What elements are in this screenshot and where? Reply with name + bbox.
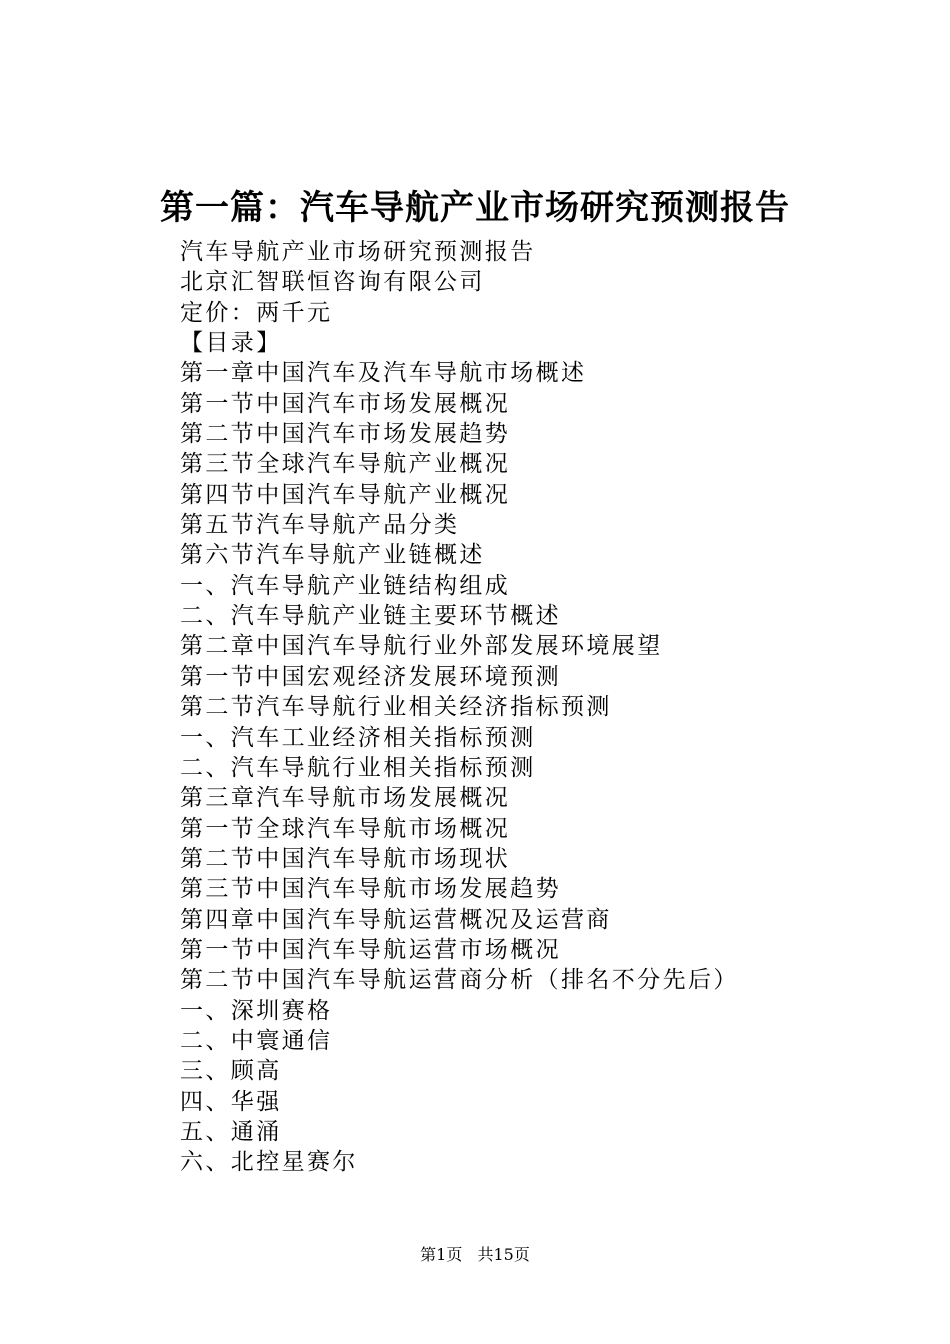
- page-footer: [0, 1243, 950, 1267]
- document-line: 第三节全球汽车导航产业概况: [180, 451, 511, 478]
- document-line: 第一节中国汽车市场发展概况: [180, 390, 511, 417]
- document-line: 第六节汽车导航产业链概述: [180, 542, 485, 569]
- document-line: 第一节中国汽车导航运营市场概况: [180, 936, 561, 963]
- document-line: 第一章中国汽车及汽车导航市场概述: [180, 360, 587, 387]
- document-line: 定价：两千元: [180, 299, 333, 326]
- document-line: 【目录】: [180, 330, 282, 357]
- document-line: 第四章中国汽车导航运营概况及运营商: [180, 906, 612, 933]
- document-line: 汽车导航产业市场研究预测报告: [180, 239, 536, 265]
- document-line: 第三节中国汽车导航市场发展趋势: [180, 876, 561, 903]
- document-line: 第二节中国汽车导航市场现状: [180, 845, 511, 872]
- document-line: 北京汇智联恒咨询有限公司: [180, 269, 485, 296]
- document-line: 二、中寰通信: [180, 1027, 333, 1054]
- document-line: 一、汽车工业经济相关指标预测: [180, 724, 536, 751]
- document-line: 第二节中国汽车市场发展趋势: [180, 421, 511, 448]
- page-number: 第1页: [420, 1245, 463, 1264]
- page-total: 共15页: [477, 1245, 530, 1264]
- document-line: 第五节汽车导航产品分类: [180, 512, 460, 539]
- document-line: 第三章汽车导航市场发展概况: [180, 785, 511, 812]
- document-line: 第一节中国宏观经济发展环境预测: [180, 663, 561, 690]
- document-line: 二、汽车导航行业相关指标预测: [180, 754, 536, 781]
- document-title: 第一篇：汽车导航产业市场研究预测报告: [160, 188, 790, 228]
- document-body: [180, 237, 920, 1178]
- document-line: 第二节汽车导航行业相关经济指标预测: [180, 694, 612, 721]
- document-line: 二、汽车导航产业链主要环节概述: [180, 603, 561, 630]
- document-line: 第二章中国汽车导航行业外部发展环境展望: [180, 633, 663, 660]
- document-line: 一、深圳赛格: [180, 997, 333, 1024]
- document-line: 一、汽车导航产业链结构组成: [180, 572, 511, 599]
- document-line: 四、华强: [180, 1088, 282, 1115]
- document-line: 第四节中国汽车导航产业概况: [180, 481, 511, 508]
- document-line: 三、顾高: [180, 1058, 282, 1085]
- document-line: 五、通涌: [180, 1118, 282, 1145]
- document-line: 第一节全球汽车导航市场概况: [180, 815, 511, 842]
- document-line: 第二节中国汽车导航运营商分析（排名不分先后）: [180, 967, 739, 994]
- document-line: 六、北控星赛尔: [180, 1149, 358, 1176]
